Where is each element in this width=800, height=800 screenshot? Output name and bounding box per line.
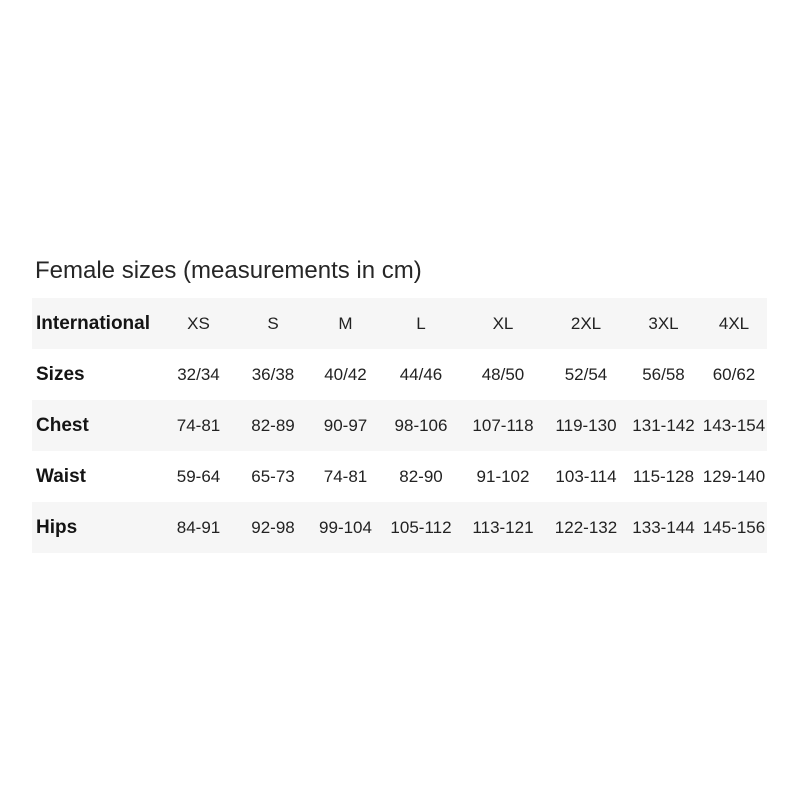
table-cell: 131-142 [632,415,695,435]
table-cell: 145-156 [702,517,766,537]
table-cell: 84-91 [176,517,221,537]
table-cell: 44/46 [399,364,443,384]
table-cell: S [267,313,279,333]
table-cell: 113-121 [472,517,534,537]
table-cell: 105-112 [390,517,452,537]
table-row-chest [32,400,767,451]
table-cell: 82-89 [251,415,295,435]
table-cell: 129-140 [702,466,766,486]
row-label: Chest [36,414,89,436]
table-row-sizes [32,349,767,400]
table-cell: 56/58 [642,364,685,384]
table-cell: 82-90 [399,466,443,486]
table-cell: 74-81 [176,415,221,435]
row-label: Waist [36,465,86,487]
table-cell: 99-104 [319,517,372,537]
table-cell: 143-154 [702,415,766,435]
table-row-hips [32,502,767,553]
size-chart-title: Female sizes (measurements in cm) [35,257,422,284]
table-cell: 32/34 [177,364,220,384]
table-cell: 90-97 [323,415,368,435]
table-row-waist [32,451,767,502]
row-label: Hips [36,516,78,538]
table-cell: 115-128 [632,466,695,486]
table-cell: 107-118 [472,415,534,435]
table-cell: 103-114 [555,466,617,486]
table-cell: 40/42 [324,364,367,384]
table-cell: 48/50 [481,364,525,384]
table-cell: 133-144 [632,517,695,537]
table-cell: M [338,313,353,333]
table-cell: 52/54 [564,364,608,384]
table-cell: 92-98 [251,517,295,537]
table-cell: 65-73 [251,466,295,486]
row-label: International [36,312,151,334]
table-cell: 3XL [648,313,679,333]
table-cell: 2XL [570,313,602,333]
table-row-international [32,298,767,349]
table-cell: 122-132 [554,517,618,537]
table-cell: 91-102 [476,466,530,486]
table-cell: 59-64 [176,466,221,486]
size-table [32,298,767,553]
table-cell: 60/62 [712,364,756,384]
table-cell: 36/38 [251,364,295,384]
table-cell: 74-81 [323,466,368,486]
table-cell: XS [187,313,210,333]
row-label: Sizes [36,363,85,385]
table-cell: 119-130 [555,415,617,435]
table-cell: 98-106 [394,415,448,435]
table-cell: 4XL [718,313,750,333]
table-cell: L [416,313,426,333]
table-cell: XL [492,313,514,333]
